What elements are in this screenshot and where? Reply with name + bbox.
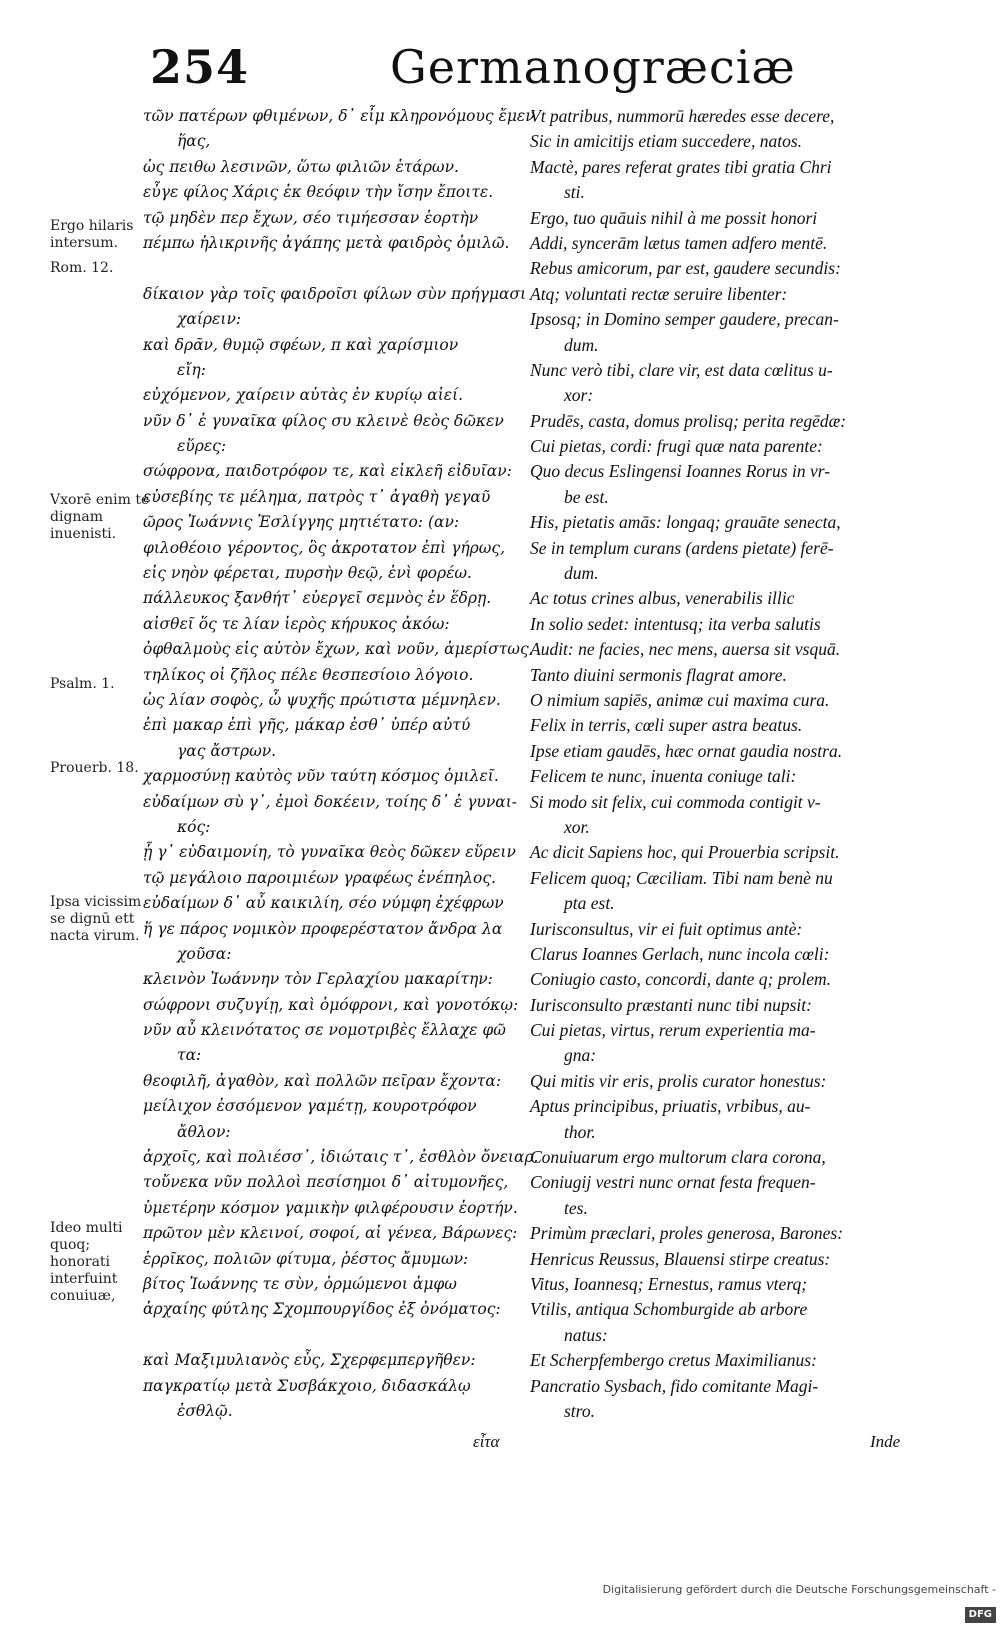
latin-verse-line: dum. bbox=[564, 334, 599, 355]
greek-verse-line: εἰς νηὸν φέρεται, πυρσὴν θεῷ, ἐνὶ φορέω. bbox=[143, 564, 472, 583]
latin-verse-line: Felix in terris, cœli super astra beatus. bbox=[530, 715, 803, 736]
latin-verse-line: Audit: ne facies, nec mens, auersa sit vsquā. bbox=[530, 639, 841, 660]
greek-verse-line: πρῶτον μὲν κλεινοί, σοφοί, αἰ γένεα, Βάρωνες: bbox=[143, 1224, 518, 1243]
latin-verse-line: thor. bbox=[564, 1121, 596, 1142]
greek-verse-line: ὑμετέρην κόσμον γαμικὴν φιλφέρουσιν ἑορτήν. bbox=[143, 1198, 518, 1217]
footer-text: Digitalisierung gefördert durch die Deutsche Forschungsgemeinschaft - bbox=[602, 1583, 996, 1596]
greek-verse-line: τοὔνεκα νῦν πολλοὶ πεσίσημοι δ᾽ αἰτυμονῆες, bbox=[143, 1173, 509, 1192]
greek-verse-line: ἄθλον: bbox=[177, 1122, 231, 1141]
latin-verse-line: Atq; voluntati rectæ seruire libenter: bbox=[530, 283, 788, 304]
latin-verse-line: Coniugio casto, concordi, dante q; prolem. bbox=[530, 969, 832, 990]
greek-verse-line: εὖγε φίλος Χάρις ἐκ θεόφιν τὴν ἴσην ἔποιτε. bbox=[143, 183, 494, 202]
greek-verse-line: αἰσθεῖ ὅς τε λίαν ἱερὸς κήρυκος ἀκόω: bbox=[143, 614, 450, 633]
latin-verse-line: Et Scherpfembergo cretus Maximilianus: bbox=[530, 1350, 817, 1371]
greek-verse-line: σώφρονα, παιδοτρόφον τε, καὶ εἰκλεῆ εἰδυῖαν: bbox=[143, 462, 512, 481]
greek-verse-line: γας ἄστρων. bbox=[177, 741, 277, 760]
greek-column bbox=[143, 104, 539, 1424]
greek-verse-line: εὐδαίμων σὺ γ᾽, ἐμοὶ δοκέειν, τοίης δ᾽ ἐ γυναι- bbox=[143, 792, 518, 811]
latin-verse-line: Cui pietas, virtus, rerum experientia ma- bbox=[530, 1020, 816, 1041]
catchword-latin: Inde bbox=[870, 1432, 901, 1451]
latin-verse-line: Aptus principibus, priuatis, vrbibus, au- bbox=[530, 1096, 811, 1117]
dfg-logo: DFG bbox=[965, 1607, 996, 1623]
latin-verse-line: xor. bbox=[564, 816, 590, 837]
greek-verse-line: ἀρχοῖς, καὶ πολιέσσ᾽, ἰδιώταις τ᾽, ἐσθλὸν ὄνειαρ. bbox=[143, 1148, 539, 1167]
margin-note: Ideo multi quoq; honorati interfuint conuiuæ, bbox=[50, 1220, 123, 1304]
page-number: 254 bbox=[150, 40, 250, 94]
latin-verse-line: pta est. bbox=[564, 893, 615, 914]
latin-verse-line: Iurisconsultus, vir ei fuit optimus antè: bbox=[530, 918, 803, 939]
greek-verse-line: πέμπω ἡλικρινῆς ἀγάπης μετὰ φαιδρὸς ὁμιλῶ. bbox=[143, 233, 510, 252]
latin-verse-line: natus: bbox=[564, 1324, 608, 1345]
greek-verse-line: ἥ γε πάρος νομικὸν προφερέστατον ἄνδρα λα bbox=[143, 919, 503, 938]
margin-note: Psalm. 1. bbox=[50, 676, 115, 692]
page-header bbox=[150, 40, 910, 100]
latin-verse-line: dum. bbox=[564, 563, 599, 584]
greek-verse-line: ἐσθλῷ. bbox=[177, 1401, 233, 1420]
margin-note: Ipsa vicissim se dignū ett nacta virum. bbox=[50, 894, 142, 944]
greek-verse-line: κλεινὸν Ἰωάννην τὸν Γερλαχίου μακαρίτην: bbox=[143, 970, 493, 989]
latin-verse-line: Qui mitis vir eris, prolis curator honestus: bbox=[530, 1070, 827, 1091]
latin-verse-line: Tanto diuini sermonis flagrat amore. bbox=[530, 664, 787, 685]
latin-verse-line: In solio sedet: intentusq; ita verba salutis bbox=[530, 613, 821, 634]
greek-verse-line bbox=[143, 1323, 518, 1348]
greek-verse-line: νῦν αὖ κλεινότατος σε νομοτριβὲς ἔλλαχε φῶ bbox=[143, 1021, 506, 1040]
latin-verse-line: His, pietatis amās: longaq; grauāte senecta, bbox=[530, 512, 841, 533]
greek-verse-line: παγκρατίῳ μετὰ Συσβάκχοιο, διδασκάλῳ bbox=[143, 1376, 471, 1395]
digitization-footer bbox=[600, 1578, 1000, 1620]
greek-verse-line: ῶρος Ἰωάννις Ἐσλίγγης μητιέτατο: (αν: bbox=[143, 513, 460, 532]
latin-verse-line: Ipse etiam gaudēs, hæc ornat gaudia nostra. bbox=[530, 740, 843, 761]
greek-verse-line: φιλοθέοιο γέροντος, ὃς ἀκροτατον ἐπὶ γήρως, bbox=[143, 538, 506, 557]
latin-verse-line: Felicem quoq; Cæciliam. Tibi nam benè nu bbox=[530, 867, 833, 888]
latin-verse-line: Vitus, Ioannesq; Ernestus, ramus vterq; bbox=[530, 1273, 808, 1294]
greek-verse-line: ἀρχαίης φύτλης Σχομπουργίδος ἐξ ὀνόματος: bbox=[143, 1300, 501, 1319]
margin-note: Vxorē enim te dignam inuenisti. bbox=[50, 492, 150, 542]
latin-verse-line: Addi, syncerām lætus tamen adfero mentē. bbox=[530, 232, 828, 253]
latin-verse-line: Vt patribus, nummorū hæredes esse decere, bbox=[530, 106, 835, 126]
latin-verse-line: Coniugij vestri nunc ornat festa frequen- bbox=[530, 1172, 816, 1193]
latin-verse-line: Pancratio Sysbach, fido comitante Magi- bbox=[530, 1375, 819, 1396]
latin-verse-line: Conuiuarum ergo multorum clara corona, bbox=[530, 1147, 826, 1168]
greek-verse-line: εὕρες: bbox=[177, 437, 227, 456]
latin-column bbox=[530, 104, 925, 1424]
greek-verse-line: εὐδαίμων δ᾽ αὖ καικιλίη, σέο νύμφη ἐχέφρων bbox=[143, 894, 504, 913]
greek-verse-line: θεοφιλῆ, ἀγαθὸν, καὶ πολλῶν πεῖραν ἔχοντα: bbox=[143, 1071, 502, 1090]
latin-verse-line: Clarus Ioannes Gerlach, nunc incola cœli: bbox=[530, 943, 830, 964]
greek-verse-line: χαρμοσύνῃ καὐτὸς νῦν ταύτη κόσμος ὁμιλεῖ. bbox=[143, 767, 499, 786]
greek-verse-line: τῷ μηδὲν περ ἔχων, σέο τιμήεσσαν ἑορτὴν bbox=[143, 208, 479, 227]
latin-verse-line: Si modo sit felix, cui commoda contigit v- bbox=[530, 791, 821, 812]
greek-verse-line: εἴη: bbox=[177, 360, 206, 379]
latin-verse-line: Se in templum curans (ardens pietate) ferē- bbox=[530, 537, 834, 558]
latin-verse-line: Nunc verò tibi, clare vir, est data cœlitus u- bbox=[530, 359, 833, 380]
greek-verse-line bbox=[143, 256, 518, 281]
latin-verse-line: Cui pietas, cordi: frugi quæ nata parente: bbox=[530, 436, 823, 457]
margin-note: Rom. 12. bbox=[50, 260, 114, 276]
latin-verse-line: Quo decus Eslingensi Ioannes Rorus in vr- bbox=[530, 461, 831, 482]
latin-verse-line: Ac totus crines albus, venerabilis illic bbox=[530, 588, 795, 609]
greek-verse-line: ἑρρῖκος, πολιῶν φίτυμα, ῥέστος ἄμυμων: bbox=[143, 1249, 469, 1268]
greek-verse-line: ὡς λίαν σοφὸς, ὦ ψυχῆς πρώτιστα μέμνηλεν. bbox=[143, 690, 501, 709]
greek-verse-line: κός: bbox=[177, 817, 211, 836]
latin-verse-line: Vtilis, antiqua Schomburgide ab arbore bbox=[530, 1299, 808, 1320]
latin-verse-line: xor: bbox=[564, 385, 594, 406]
running-title: Germanogræciæ bbox=[390, 40, 796, 94]
greek-verse-line: μείλιχον ἐσσόμενον γαμέτῃ, κουροτρόφον bbox=[143, 1097, 477, 1116]
latin-verse-line: Felicem te nunc, inuenta coniuge tali: bbox=[530, 766, 797, 787]
greek-verse-line: τηλίκος οἱ ζῆλος πέλε θεσπεσίοιο λόγοιο. bbox=[143, 665, 474, 684]
greek-verse-line: ὀφθαλμοὺς εἰς αὐτὸν ἔχων, καὶ νοῦν, ἀμερίστως. bbox=[143, 640, 534, 659]
greek-verse-line: τα: bbox=[177, 1046, 202, 1065]
latin-verse-line: Henricus Reussus, Blauensi stirpe creatus: bbox=[530, 1248, 831, 1269]
latin-verse-line: Rebus amicorum, par est, gaudere secundis: bbox=[530, 258, 841, 279]
greek-verse-line: δίκαιον γὰρ τοῖς φαιδροῖσι φίλων σὺν πρήγμασι bbox=[143, 284, 527, 303]
margin-note: Ergo hilaris intersum. bbox=[50, 218, 134, 251]
greek-verse-line: ἥας, bbox=[177, 132, 211, 151]
latin-verse-line: gna: bbox=[564, 1045, 597, 1066]
greek-verse-line: καὶ Μαξιμυλιανὸς εὖς, Σχερφεμπεργῆθεν: bbox=[143, 1351, 476, 1370]
latin-verse-line: Prudēs, casta, domus prolisq; perita regēdæ: bbox=[530, 410, 847, 431]
greek-verse-line: χοῦσα: bbox=[177, 944, 232, 963]
greek-verse-line: βίτος Ἰωάννης τε σὺν, ὁρμώμενοι ἀμφω bbox=[143, 1274, 457, 1293]
latin-verse-line: O nimium sapiēs, animæ cui maxima cura. bbox=[530, 689, 830, 710]
margin-note: Prouerb. 18. bbox=[50, 760, 139, 776]
latin-verse-line: tes. bbox=[564, 1197, 588, 1218]
latin-verse-line: be est. bbox=[564, 486, 609, 507]
latin-verse-line: sti. bbox=[564, 182, 585, 203]
latin-verse-line: Primùm præclari, proles generosa, Barones: bbox=[530, 1223, 844, 1244]
latin-verse-line: Ipsosq; in Domino semper gaudere, precan- bbox=[530, 309, 839, 330]
greek-verse-line: πάλλευκος ξανθήτ᾽ εὐεργεῖ σεμνὸς ἐν ἕδρῃ. bbox=[143, 589, 492, 608]
greek-verse-line: τῷ μεγάλοιο παροιμιέων γραφέως ἐνέπηλος. bbox=[143, 868, 496, 887]
greek-verse-line: ὡς πειθω λεσινῶν, ὥτω φιλιῶν ἑτάρων. bbox=[143, 157, 459, 176]
margin-notes bbox=[50, 218, 150, 1448]
greek-verse-line: τῶν πατέρων φθιμένων, δ᾽ εἶμ κληρονόμους ἔμεν bbox=[143, 107, 535, 125]
latin-verse-line: Mactè, pares referat grates tibi gratia Chri bbox=[530, 156, 832, 177]
greek-verse-line: εὐχόμενον, χαίρειν αὐτὰς ἐν κυρίῳ αἰεί. bbox=[143, 386, 464, 405]
greek-verse-line: χαίρειν: bbox=[177, 310, 242, 329]
greek-verse-line: ᾗ γ᾽ εὐδαιμονίη, τὸ γυναῖκα θεὸς δῶκεν εὕρειν bbox=[143, 843, 516, 862]
greek-verse-line: ἐπὶ μακαρ ἐπὶ γῆς, μάκαρ ἐσθ᾽ ὑπέρ αὐτύ bbox=[143, 716, 471, 735]
latin-verse-line: Sic in amicitijs etiam succedere, natos. bbox=[530, 131, 803, 152]
latin-verse-line: stro. bbox=[564, 1400, 595, 1421]
greek-verse-line: καὶ δρᾶν, θυμῷ σφέων, π καὶ χαρίσμιον bbox=[143, 335, 459, 354]
greek-verse-line: σώφρονι συζυγίῃ, καὶ ὁμόφρονι, καὶ γονοτόκῳ: bbox=[143, 995, 519, 1014]
greek-verse-line: εὐσεβίης τε μέλημα, πατρὸς τ᾽ ἀγαθὴ γεγαῦ bbox=[143, 487, 491, 506]
latin-verse-line: Iurisconsulto præstanti nunc tibi nupsit: bbox=[530, 994, 812, 1015]
greek-verse-line: νῦν δ᾽ ἐ γυναῖκα φίλος συ κλεινὲ θεὸς δῶκεν bbox=[143, 411, 504, 430]
latin-verse-line: Ergo, tuo quāuis nihil à me possit honori bbox=[530, 207, 818, 228]
latin-verse-line: Ac dicit Sapiens hoc, qui Prouerbia scripsit. bbox=[530, 842, 840, 863]
catchword-greek: εἶτα bbox=[473, 1432, 500, 1451]
